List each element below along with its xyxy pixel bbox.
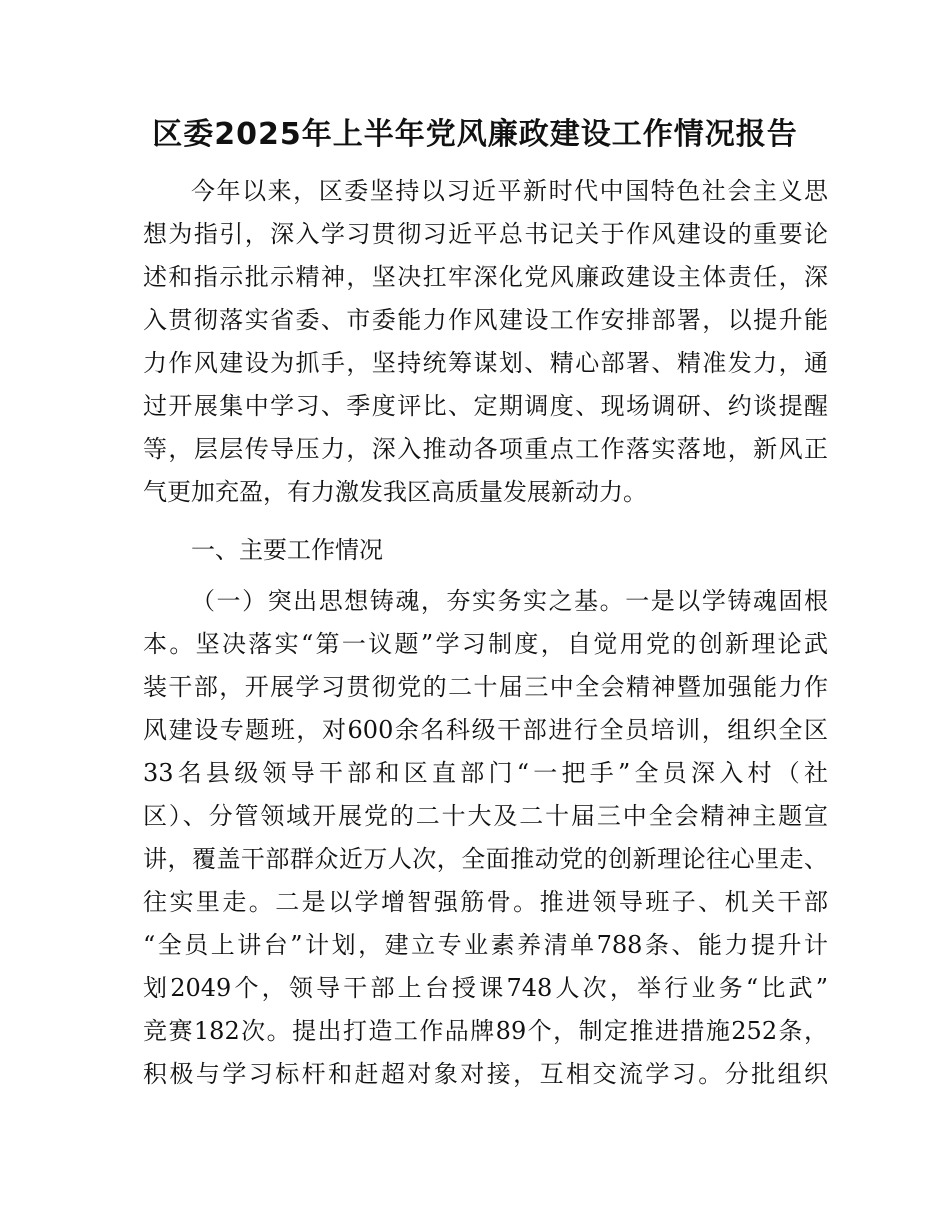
intro-line: 想为指引，深入学习贯彻习近平总书记关于作风建设的重要论 — [143, 220, 828, 248]
intro-line: 力作风建设为抓手，坚持统筹谋划、精心部署、精准发力，通 — [143, 349, 828, 377]
section1-line: 往实里走。二是以学增智强筋骨。推进领导班子、机关干部 — [143, 888, 828, 916]
section1-line: （一）突出思想铸魂，夯实务实之基。一是以学铸魂固根 — [191, 587, 828, 615]
intro-line: 过开展集中学习、季度评比、定期调度、现场调研、约谈提醒 — [143, 392, 828, 420]
intro-line: 气更加充盈，有力激发我区高质量发展新动力。 — [143, 478, 647, 506]
section1-line: “全员上讲台”计划，建立专业素养清单788条、能力提升计 — [143, 931, 828, 959]
intro-line: 今年以来，区委坚持以习近平新时代中国特色社会主义思 — [191, 177, 828, 205]
intro-line: 述和指示批示精神，坚决扛牢深化党风廉政建设主体责任，深 — [143, 263, 828, 291]
section1-line: 风建设专题班，对600余名科级干部进行全员培训，组织全区 — [143, 716, 828, 744]
intro-line: 等，层层传导压力，深入推动各项重点工作落实落地，新风正 — [143, 435, 828, 463]
section1-line: 33名县级领导干部和区直部门“一把手”全员深入村（社 — [143, 759, 828, 787]
section1-line: 讲，覆盖干部群众近万人次，全面推动党的创新理论往心里走、 — [143, 845, 828, 873]
section1-line: 积极与学习标杆和赶超对象对接，互相交流学习。分批组织 — [143, 1060, 828, 1088]
section1-line: 划2049个，领导干部上台授课748人次，举行业务“比武” — [143, 974, 828, 1002]
section1-line: 区）、分管领域开展党的二十大及二十届三中全会精神主题宣 — [143, 802, 828, 830]
intro-line: 入贯彻落实省委、市委能力作风建设工作安排部署，以提升能 — [143, 306, 828, 334]
section1-line: 装干部，开展学习贯彻党的二十届三中全会精神暨加强能力作 — [143, 673, 828, 701]
section-heading: 一、主要工作情况 — [191, 536, 383, 564]
section1-line: 本。坚决落实“第一议题”学习制度，自觉用党的创新理论武 — [143, 630, 828, 658]
section1-line: 竞赛182次。提出打造工作品牌89个，制定推进措施252条， — [143, 1017, 828, 1045]
document-title: 区委2025年上半年党风廉政建设工作情况报告 — [152, 117, 798, 152]
